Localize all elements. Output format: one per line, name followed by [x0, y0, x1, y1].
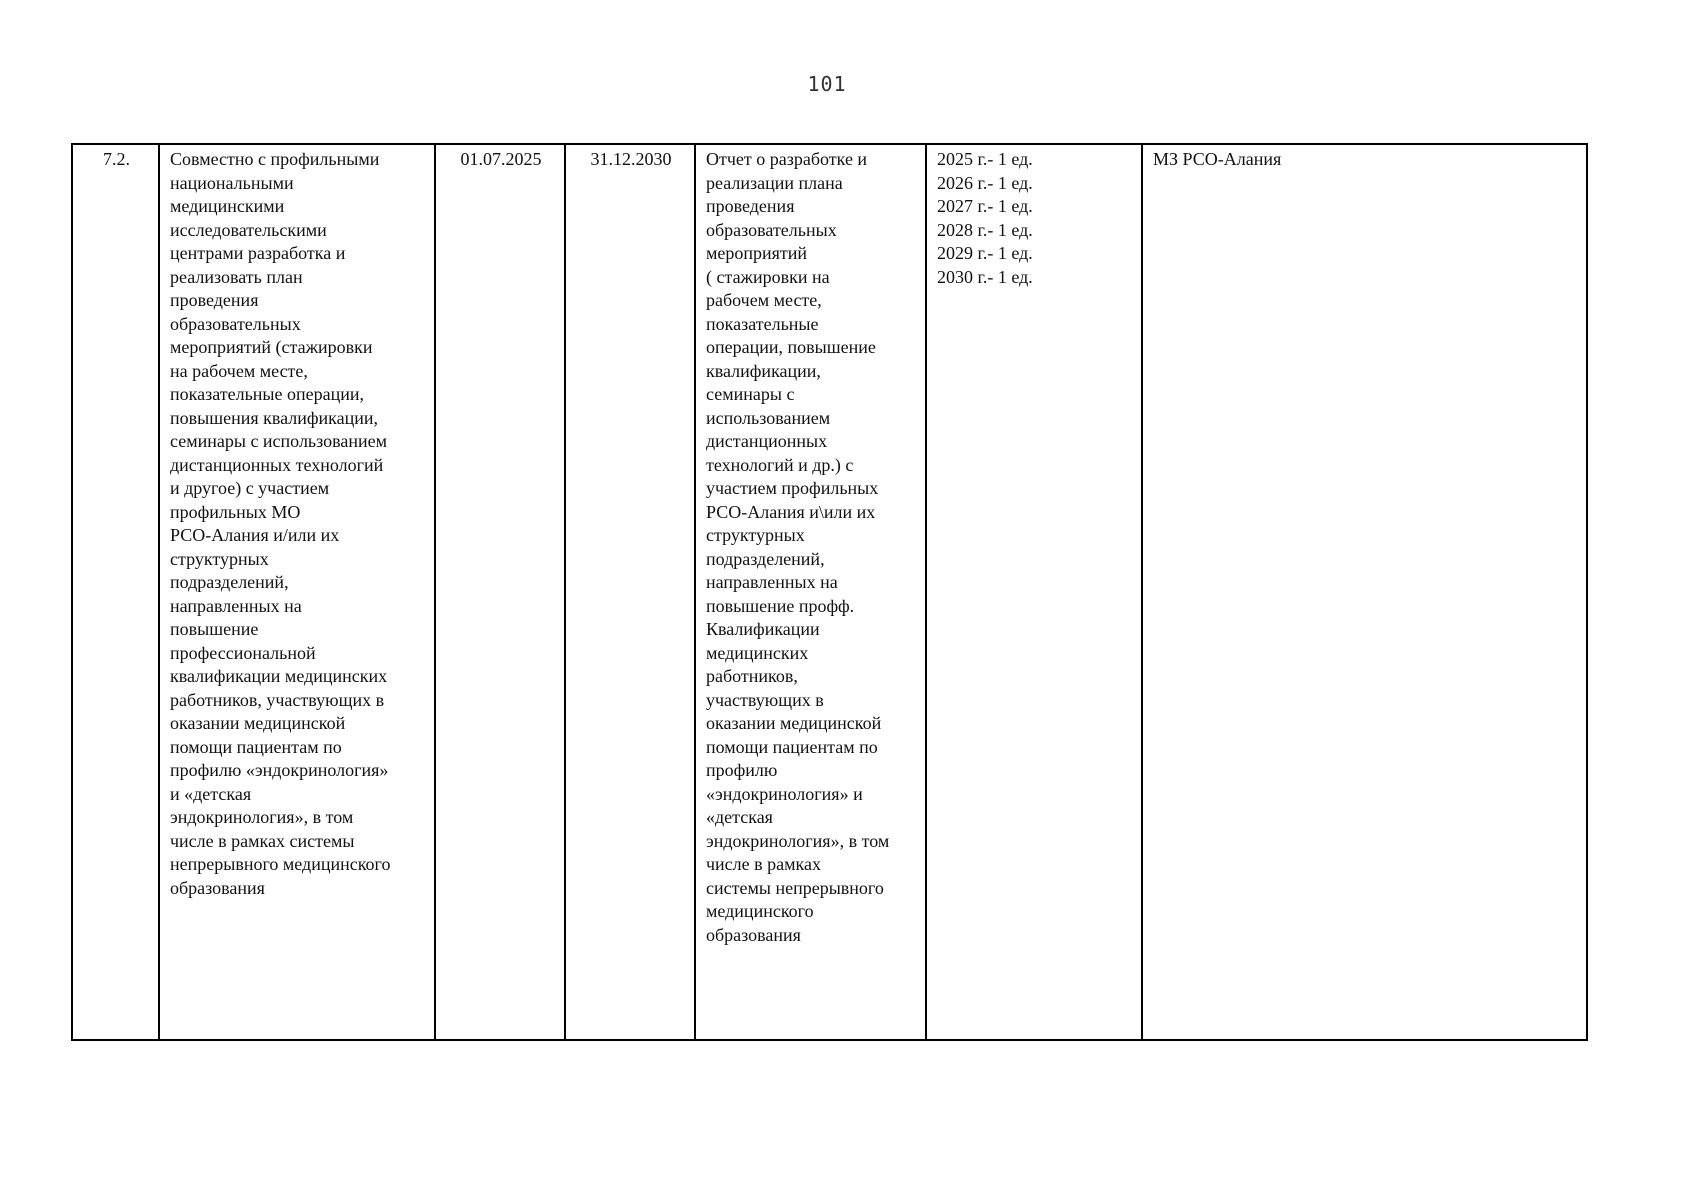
- target-2026: 2026 г.- 1 ед.: [937, 172, 1033, 193]
- target-2025: 2025 г.- 1 ед.: [937, 149, 1033, 169]
- result-description: Отчет о разработке и реализации плана проведения образовательных мероприятий ( стажировки на рабочем месте, показательные операции, повышение квалификации, семинары с использованием дистанционных технологий и др.) с участием профильных РСО-Алания и\или их структурных подразделений, направленных на повышение профф. Квалификации медицинских работников, участвующих в оказании медицинской помощи пациентам по профилю «эндокринология» и «детская эндокринология», в том числе в рамках системы непрерывного медицинского образования: [706, 149, 890, 945]
- target-2029: 2029 г.- 1 ед.: [937, 243, 1033, 263]
- end-date-cell: [565, 144, 695, 1040]
- item-number: 7.2.: [103, 149, 130, 169]
- plan-table: [71, 143, 1588, 1041]
- target-2027: 2027 г.- 1 ед.: [937, 196, 1033, 216]
- responsible-cell: [1142, 144, 1587, 1040]
- end-date: 31.12.2030: [590, 149, 672, 169]
- target-2028: 2028 г.- 1 ед.: [937, 219, 1033, 240]
- item-number-cell: [72, 144, 159, 1040]
- activity-cell: [159, 144, 435, 1040]
- activity-description: Совместно с профильными национальными медицинскими исследовательскими центрами разработка и реализовать план проведения образовательных мероприятий (стажировки на рабочем месте, показательные операции, повышения квалификации, семинары с использованием дистанционных технологий и другое) с участием профильных МО РСО-Алания и/или их структурных подразделений, направленных на повышение профессиональной квалификации медицинских работников, участвующих в оказании медицинской помощи пациентам по профилю «эндокринология» и «детская эндокринология», в том числе в рамках системы непрерывного медицинского образования: [170, 149, 391, 898]
- start-date-cell: [435, 144, 565, 1040]
- target-2030: 2030 г.- 1 ед.: [937, 266, 1033, 287]
- targets-cell: [926, 144, 1142, 1040]
- table-row: [72, 144, 1587, 1040]
- page-number: 101: [807, 72, 847, 96]
- start-date: 01.07.2025: [460, 149, 542, 169]
- responsible-organization: МЗ РСО-Алания: [1153, 149, 1282, 169]
- result-cell: [695, 144, 926, 1040]
